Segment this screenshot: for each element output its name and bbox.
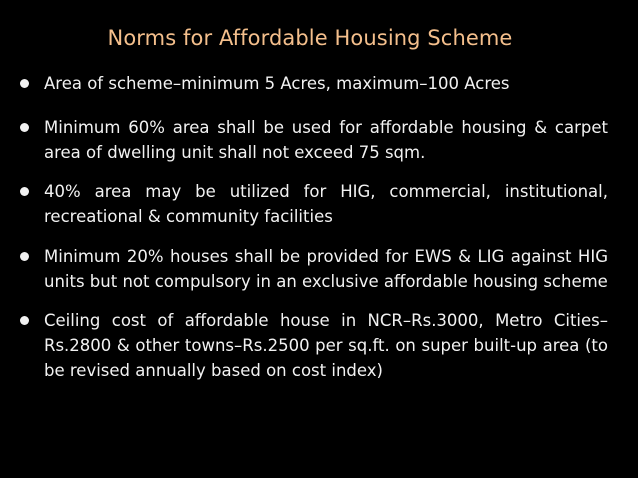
bullet-dot-icon — [20, 316, 29, 325]
bullet-text: Ceiling cost of affordable house in NCR–Rs.3000, Metro Cities–Rs.2800 & other towns–Rs.2500 per sq.ft. on super built-up area (to be revised annually based on cost index) — [44, 311, 608, 380]
bullet-text: Minimum 60% area shall be used for affordable housing & carpet area of dwelling unit shall not exceed 75 sqm. — [44, 118, 608, 162]
bullet-dot-icon — [20, 187, 29, 196]
bullet-dot-icon — [20, 79, 29, 88]
bullet-text: 40% area may be utilized for HIG, commercial, institutional, recreational & community facilities — [44, 182, 608, 226]
bullet-item-minimum-affordable-area — [20, 115, 608, 165]
bullet-dot-icon — [20, 123, 29, 132]
bullet-dot-icon — [20, 252, 29, 261]
bullet-text: Minimum 20% houses shall be provided for EWS & LIG against HIG units but not compulsory in an exclusive affordable housing scheme — [44, 247, 608, 291]
bullet-text: Area of scheme–minimum 5 Acres, maximum–100 Acres — [44, 74, 510, 93]
bullet-item-ews-lig-houses — [20, 244, 608, 294]
bullet-item-scheme-area — [20, 71, 608, 96]
slide-title: Norms for Affordable Housing Scheme — [107, 26, 513, 50]
bullet-list — [20, 71, 608, 383]
bullet-item-ceiling-cost — [20, 308, 608, 383]
bullet-item-hig-commercial-area — [20, 179, 608, 229]
